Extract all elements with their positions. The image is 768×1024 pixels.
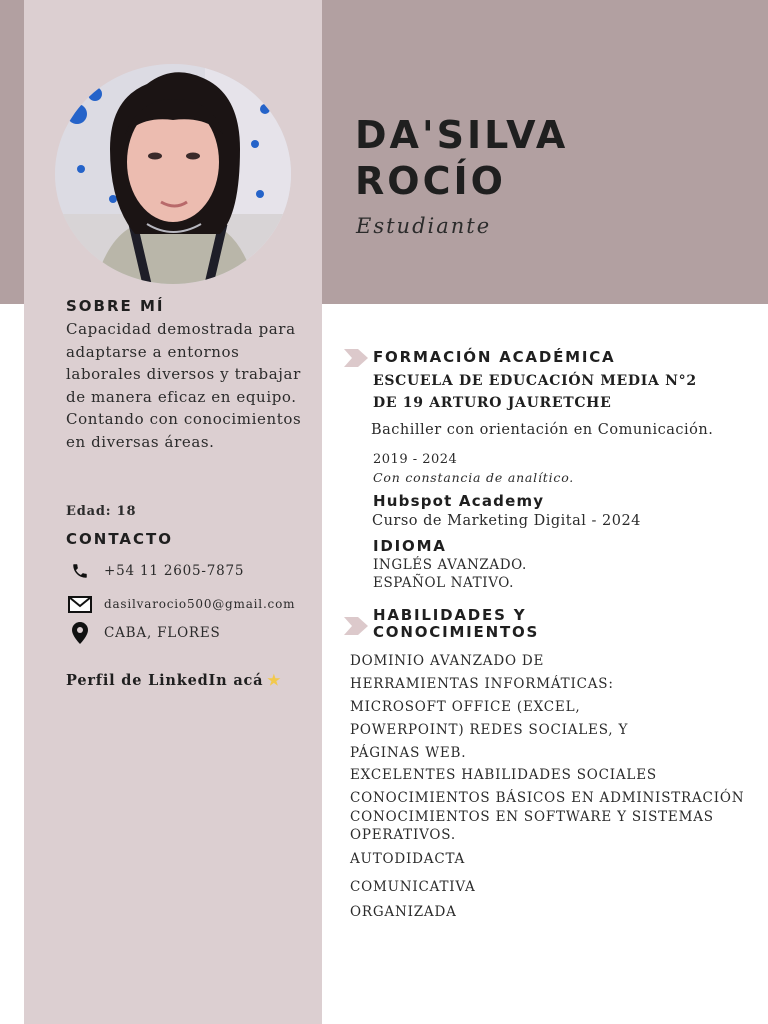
location-text: CABA, FLORES	[104, 625, 221, 641]
first-name: DA'SILVA	[355, 113, 569, 157]
skill-line: POWERPOINT) REDES SOCIALES, Y	[350, 722, 629, 738]
contact-phone[interactable]	[66, 560, 244, 582]
skill-software: CONOCIMIENTOS EN SOFTWARE Y SISTEMAS OPERATIVOS.	[350, 809, 714, 843]
phone-icon	[66, 560, 94, 582]
email-address: dasilvarocio500@gmail.com	[104, 597, 296, 611]
about-heading: SOBRE MÍ	[66, 297, 165, 315]
location-pin-icon	[66, 622, 94, 644]
phone-number: +54 11 2605-7875	[104, 563, 245, 579]
contact-email[interactable]	[66, 593, 295, 615]
school-line-1: ESCUELA DE EDUCACIÓN MEDIA N°2	[373, 373, 697, 389]
study-years: 2019 - 2024	[373, 452, 458, 467]
linkedin-label: Perfil de LinkedIn acá	[66, 672, 264, 689]
about-text: Capacidad demostrada para adaptarse a entornos laborales diversos y trabajar de manera eficaz en equipo. Contando con conocimientos en diversas áreas.	[66, 320, 302, 451]
star-icon: ★	[267, 672, 282, 689]
education-heading: FORMACIÓN ACADÉMICA	[373, 348, 616, 366]
linkedin-link[interactable]	[66, 672, 281, 689]
course-organization: Hubspot Academy	[373, 492, 545, 510]
course-name: Curso de Marketing Digital - 2024	[372, 513, 641, 529]
skill-administration: CONOCIMIENTOS BÁSICOS EN ADMINISTRACIÓN	[350, 790, 745, 806]
language-spanish: ESPAÑOL NATIVO.	[373, 575, 515, 591]
full-name	[355, 112, 568, 204]
skill-line: DOMINIO AVANZADO DE	[350, 653, 545, 669]
skill-social: EXCELENTES HABILIDADES SOCIALES	[350, 767, 657, 783]
chevron-right-icon	[344, 349, 368, 367]
contact-heading: CONTACTO	[66, 530, 173, 548]
language-english: INGLÉS AVANZADO.	[373, 557, 527, 573]
chevron-right-icon	[344, 617, 368, 635]
skill-line: PÁGINAS WEB.	[350, 745, 467, 761]
skill-self-taught: AUTODIDACTA	[350, 851, 466, 867]
skills-heading-line-2: CONOCIMIENTOS	[373, 623, 540, 641]
age-label: Edad: 18	[66, 504, 137, 519]
skill-communicative: COMUNICATIVA	[350, 879, 476, 895]
skill-organized: ORGANIZADA	[350, 904, 457, 920]
job-title: Estudiante	[356, 214, 492, 238]
school-name	[373, 370, 697, 414]
skill-line: MICROSOFT OFFICE (EXCEL,	[350, 699, 581, 715]
analytic-note: Con constancia de analítico.	[373, 470, 575, 485]
email-icon	[66, 593, 94, 615]
skills-heading-line-1: HABILIDADES Y	[373, 606, 527, 624]
degree-text: Bachiller con orientación en Comunicación.	[371, 422, 714, 438]
last-name: ROCÍO	[355, 159, 506, 203]
school-line-2: DE 19 ARTURO JAURETCHE	[373, 395, 612, 411]
contact-location	[66, 622, 221, 644]
profile-photo	[55, 64, 291, 284]
skills-heading	[373, 607, 539, 641]
languages-heading: IDIOMA	[373, 537, 447, 555]
languages-list	[373, 556, 527, 592]
skill-line: HERRAMIENTAS INFORMÁTICAS:	[350, 676, 614, 692]
